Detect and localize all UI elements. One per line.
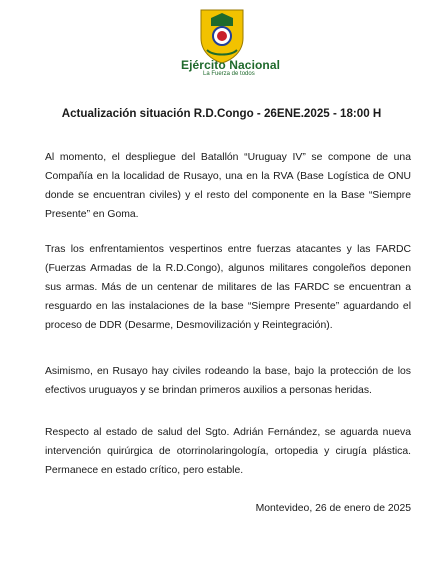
paragraph: Tras los enfrentamientos vespertinos entre fuerzas atacantes y las FARDC (Fuerzas Armadas de la R.D.Congo), algunos militares congoleños deponen sus armas. Más de un centenar de militares de las FARDC se encuentran a resguardo en las instalaciones de la base “Siempre Presente” aguardando el proceso de DDR (Desarme, Desmovilización y Reintegración).	[45, 244, 411, 331]
army-shield-icon	[199, 8, 245, 64]
signoff-date: Montevideo, 26 de enero de 2025	[255, 503, 411, 514]
brand-name: Ejército Nacional	[181, 58, 281, 72]
paragraph: Al momento, el despliegue del Batallón “Uruguay IV” se compone de una Compañía en la localidad de Rusayo, una en la RVA (Base Logística de ONU donde se encuentran civiles) y el resto del componente en la Base “Siempre Presente” en Goma.	[45, 152, 411, 220]
brand-tagline: La Fuerza de todos	[203, 71, 255, 77]
document-title: Actualización situación R.D.Congo - 26ENE.2025 - 18:00 H	[61, 107, 382, 120]
paragraph: Asimismo, en Rusayo hay civiles rodeando la base, bajo la protección de los efectivos uruguayos y se brindan primeros auxilios a personas heridas.	[45, 366, 411, 396]
header-logo	[0, 8, 443, 64]
paragraph: Respecto al estado de salud del Sgto. Adrián Fernández, se aguarda nueva intervención quirúrgica de otorrinolaringología, ortopedia y cirugía plástica. Permanece en estado crítico, pero estable.	[45, 427, 411, 476]
